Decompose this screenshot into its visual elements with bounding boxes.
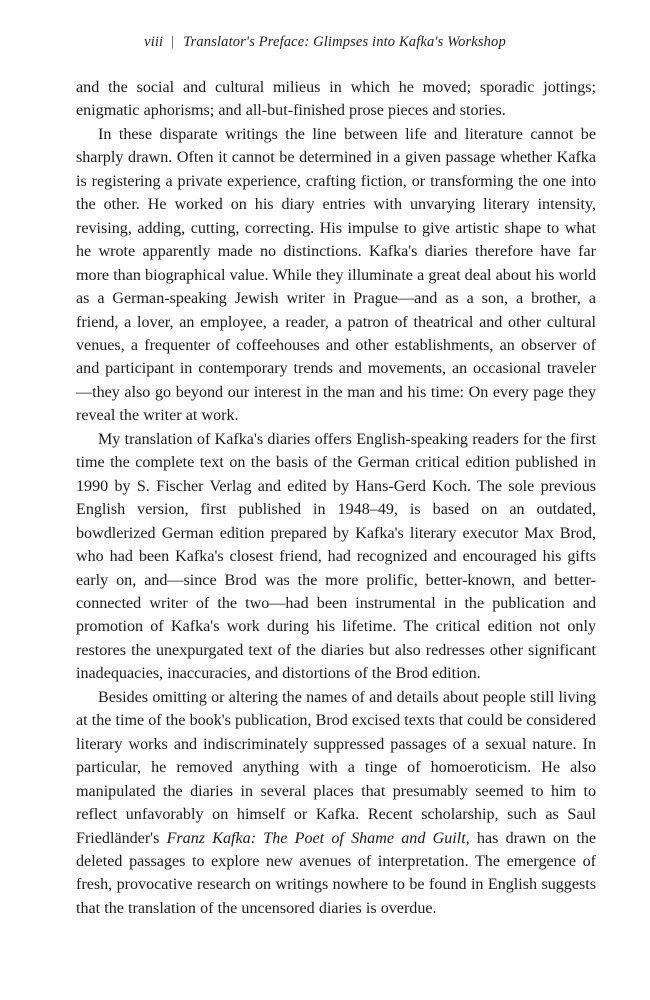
paragraph-4 — [76, 686, 596, 921]
oldstyle-figures-1: 1990 — [76, 477, 109, 495]
running-head-title: Translator's Preface: Glimpses into Kafka's Workshop — [183, 34, 506, 50]
folio-number: viii — [144, 34, 164, 50]
text-run-2: has drawn on the deleted passages to explore new avenues of interpretation. The emergence of fresh, provocative research on writings nowhere to be found in English suggests that the translation of the uncensored diaries is overdue. — [76, 829, 597, 917]
paragraph-2: In these disparate writings the line between life and literature cannot be sharply drawn. Often it cannot be determined in a given passage whether Kafka is registering a private experience, crafting fiction, or transforming the one into the other. He worked on his diary entries with unvarying literary intensity, revising, adding, cutting, correcting. His impulse to give artistic shape to what he wrote apparently made no distinctions. Kafka's diaries therefore have far more than biographical value. While they illuminate a great deal about his world as a German-speaking Jewish writer in Prague—and as a son, a brother, a friend, a lover, an employee, a reader, a patron of theatrical and other cultural venues, a frequenter of coffeehouses and other establishments, an observer of and participant in contemporary trends and movements, an occasional traveler—they also go beyond our interest in the man and his time: On every page they reveal the writer at work. — [76, 125, 596, 425]
running-head-separator: | — [171, 34, 175, 50]
text-run-0: Besides omitting or altering the names of and details about people still living at the time of the book's publication, Brod excised texts that could be considered literary works and indiscriminately suppressed passages of a sexual nature. In particular, he removed anything with a tinge of homoeroticism. He also manipulated the diaries in several places that presumably seemed to him to reflect unfavorably on himself or Kafka. Recent scholarship, such as Saul Friedländer's — [76, 688, 596, 847]
paragraph-1: and the social and cultural milieus in which he moved; sporadic jottings; enigmatic aphorisms; and all-but-finished prose pieces and stories. — [76, 79, 596, 120]
running-head — [0, 34, 650, 51]
body-text-block — [76, 76, 596, 920]
text-run-4: , is based on an outdated, bowdlerized German edition prepared by Kafka's literary executor Max Brod, who had been Kafka's closest friend, had recognized and encouraged his gifts early on, and—since Brod was the more prolific, better-known, and better-connected writer of the two—had been instrumental in the publication and promotion of Kafka's work during his lifetime. The critical edition not only restores the unexpurgated text of the diaries but also redresses other significant inadequacies, inaccuracies, and distortions of the Brod edition. — [76, 501, 596, 683]
text-run-2: by S. Fischer Verlag and edited by Hans-Gerd Koch. The sole previous English version, first published in — [76, 477, 596, 519]
text-run-0: My translation of Kafka's diaries offers English-speaking readers for the first time the complete text on the basis of the German critical edition published in — [76, 430, 596, 472]
paragraph-3 — [76, 428, 596, 686]
book-title-1: Franz Kafka: The Poet of Shame and Guilt, — [166, 829, 470, 847]
oldstyle-figures-3: 1948–49 — [337, 501, 394, 519]
